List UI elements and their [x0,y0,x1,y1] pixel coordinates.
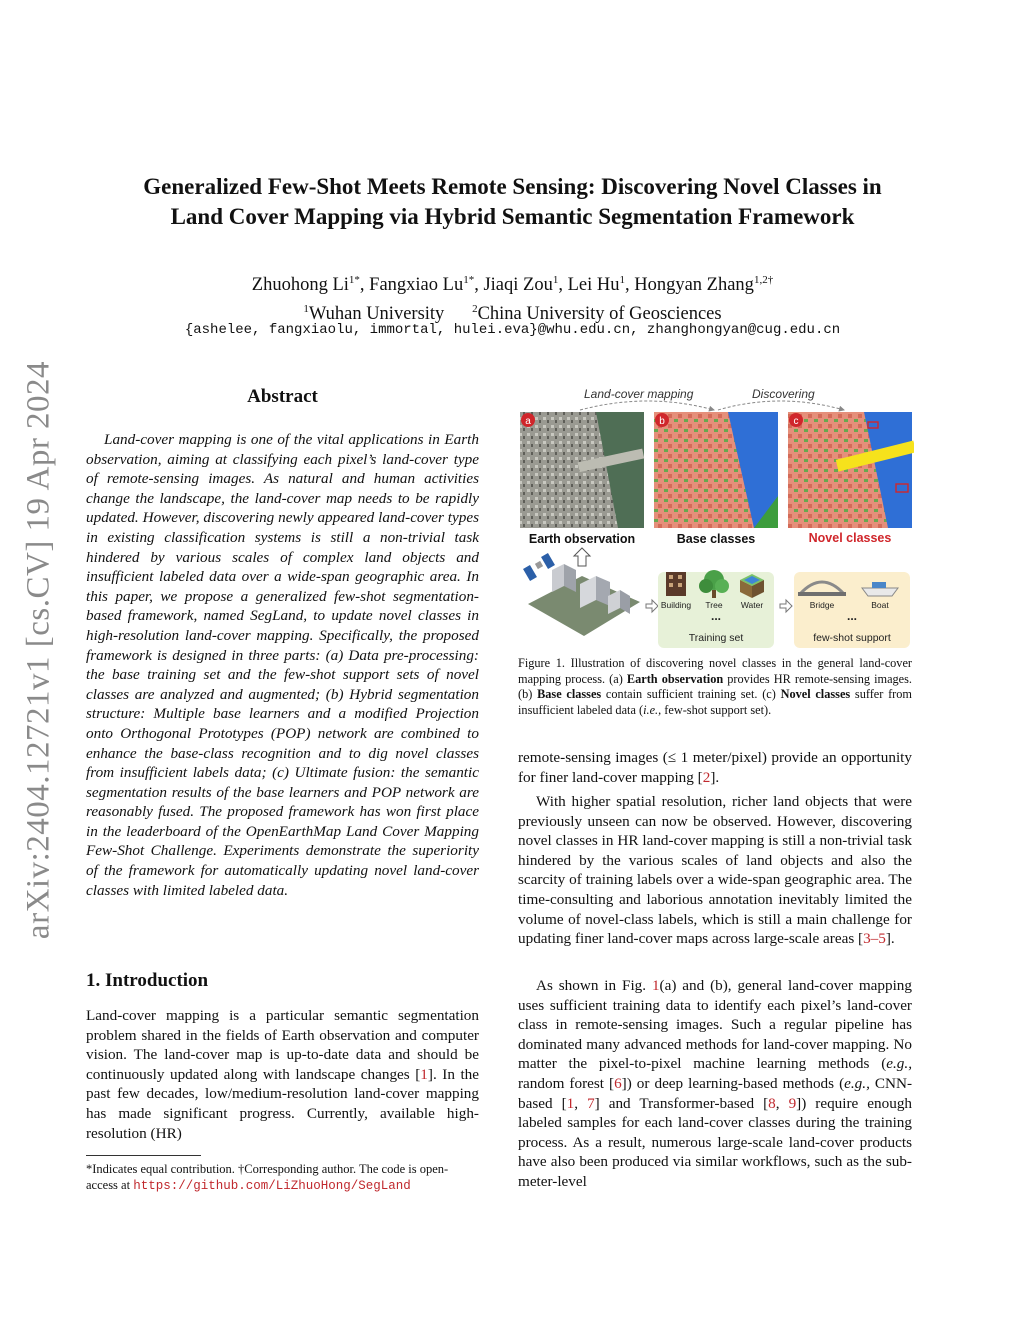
arrow-discovering [718,401,844,410]
paper-title: Generalized Few-Shot Meets Remote Sensing: Discovering Novel Classes in Land Cover Mapping via Hybrid Semantic Segmentation Framework [143,174,882,229]
label-few-shot-support: few-shot support [813,632,891,644]
right-paragraph-1: remote-sensing images (≤ 1 meter/pixel) provide an opportunity for finer land-cover mapping [2]. [518,749,912,786]
intro-paragraph: Land-cover mapping is a particular semantic segmentation problem shared in the fields of Earth observation and computer vision. The land-cover map is up-to-date data and should be continuously updated along with landscape changes [1]. In the past few decades, low/medium-resolution land-cover mapping has made significant progress. Currently, available high-resolution (HR) [86,1007,480,1142]
affiliations: $^1$Wuhan University $^2$China University of Geosciences [303,303,722,325]
intro-heading: 1. Introduction [86,970,209,991]
up-arrow-icon [574,548,590,566]
title-earth-observation: Earth observation [528,532,636,546]
base-ellipsis: ... [710,609,722,623]
building-icon [666,572,686,596]
panel-c-letter: c [793,416,799,427]
panel-b-letter: b [659,416,665,427]
citation-link[interactable]: 1 [420,1065,428,1083]
citation-link[interactable]: 7 [587,1094,595,1112]
abstract-heading: Abstract [247,386,318,407]
arxiv-identifier: arXiv:2404.12721v1 [cs.CV] 19 Apr 2024 [20,360,57,940]
right-arrow-icon [646,600,658,612]
citation-link[interactable]: 8 [768,1094,776,1112]
author-block [90,268,935,326]
panel-a-image [520,412,644,528]
label-discovering: Discovering [752,387,815,401]
novel-ellipsis: ... [846,609,858,623]
citation-link[interactable]: 2 [702,768,711,786]
right-arrow-icon-2 [780,600,792,612]
satellite-icon [523,553,555,581]
panel-c-image [788,412,914,528]
city-illustration [528,564,640,636]
label-tree: Tree [705,600,723,610]
label-land-cover-mapping: Land-cover mapping [584,387,694,401]
figure-1 [518,384,914,652]
panel-a-letter: a [525,416,531,427]
label-water: Water [740,600,764,610]
author-list: Zhuohong $Li^{1*}$, Fangxiao $Lu^{1*}$, Jiaqi Zou$^1$, Lei Hu$^1$, Hongyan Zhang$^{1,2\dagger}$ [251,274,774,296]
label-boat: Boat [871,600,889,610]
citation-link[interactable]: 1 [566,1094,575,1112]
title-base-classes: Base classes [676,532,756,546]
figure-caption: Figure 1. Illustration of discovering novel classes in the general land-cover mapping process. (a) Earth observation provides HR remote-sensing images. (b) Base classes contain sufficient training set. (c) Novel classes suffer from insufficient labeled data (i.e., few-shot support set). [518,656,913,717]
label-building: Building [660,600,692,610]
citation-link[interactable]: 6 [614,1074,622,1092]
footnote-divider [86,1155,201,1156]
label-training-set: Training set [688,632,744,644]
label-bridge: Bridge [809,600,835,610]
arrow-mapping [580,401,714,410]
right-paragraph-2: With higher spatial resolution, richer land objects that were previously unseen can now be observed. However, discovering novel classes in HR land-cover mapping is still a non-trivial task hindered by the various scales of land objects and also the scarcity of training labels over a wide-span geographic area. The time-consulting and laborious annotation inevitably limited the volume of novel-class labels, which is still a main challenge for updating finer land-cover maps across large-scale areas [3–5]. [518,793,912,948]
abstract-text: Land-cover mapping is one of the vital applications in Earth observation, aiming at classifying each pixel’s land-cover type of remote-sensing images. As natural and human activities change the landscape, the land-cover map needs to be rapidly updated. However, discovering newly appeared land-cover types in existing classification systems is still a non-trivial task hindered by various scales of complex land objects and insufficient labeled data over a wide-span geographic area. In this paper, we propose a generalized few-shot segmentation-based framework, named SegLand, to update novel classes in high-resolution land-cover mapping. Specifically, the proposed framework is designed in three parts: (a) Data pre-processing: the base training set and the few-shot support sets of novel classes are analyzed and augmented; (b) Hybrid segmentation structure: Multiple base learners and a modified Projection onto Orthogonal Prototypes (POP) network are combined to enhance the base-class recognition and to dig novel classes from insufficient labels data; (c) Ultimate fusion: the semantic segmentation results of the base learners and POP network are reasonably fused. The proposed framework has won first place in the leaderboard of the OpenEarthMap Land Cover Mapping Few-Shot Challenge. Experiments demonstrate the superiority of the framework for automatically updating novel land-cover classes with limited labeled data. [86,431,479,899]
title-novel-classes: Novel classes [808,531,892,545]
citation-link[interactable]: 9 [788,1094,797,1112]
panel-b-image [654,412,778,528]
author-emails: {ashelee, fangxiaolu, immortal, hulei.eva}@whu.edu.cn, zhanghongyan@cug.edu.cn [184,322,841,338]
figure-link[interactable]: 1 [651,977,660,994]
right-paragraph-3: As shown in Fig. 1(a) and (b), general land-cover mapping uses sufficient training data to identify each pixel’s land-cover class in remote-sensing images. Such a regular pipeline has dominated many advanced methods for land-cover mapping. No matter the pixel-to-pixel machine learning methods (e.g., random forest [6]) or deep learning-based methods (e.g., CNN-based [1, 7] and Transformer-based [8, 9]) require enough labeled samples for each land-cover classes during the training process. As a result, numerous large-scale land-cover products have also been produced via similar workflows, such as the sub-meter-level [518,977,913,1190]
citation-link[interactable]: 3–5 [863,930,886,948]
code-url-link[interactable]: https://github.com/LiZhuoHong/SegLand [133,1179,411,1193]
footnote: *Indicates equal contribution. †Corresponding author. The code is open-access at https://github.com/LiZhuoHong/SegLand [86,1162,449,1193]
